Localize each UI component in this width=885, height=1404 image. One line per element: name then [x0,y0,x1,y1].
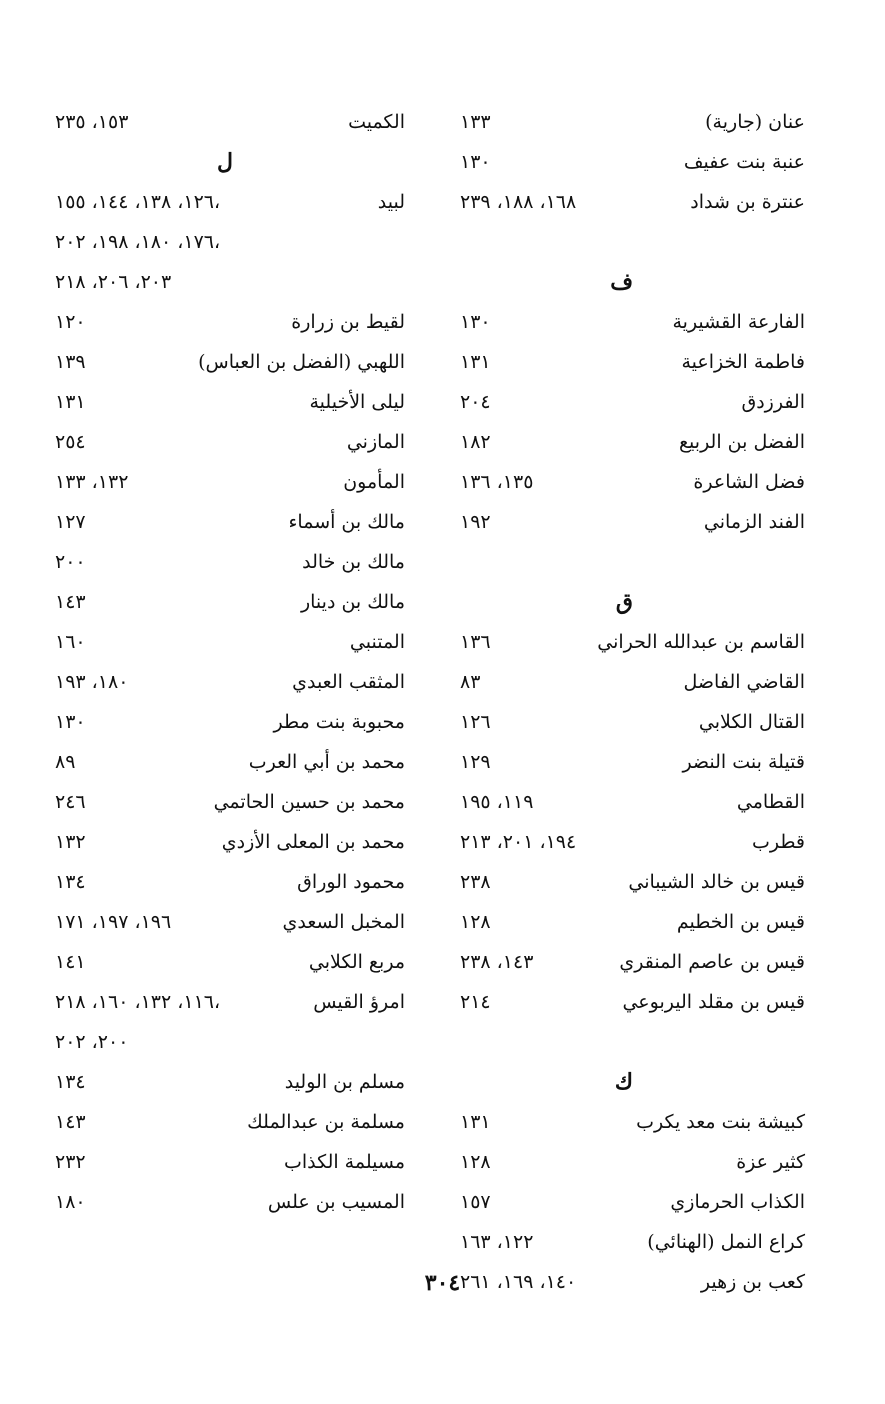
index-entry [460,902,805,942]
entry-name: محمد بن المعلى الأزدي [221,831,405,853]
entry-pages: ٨٩ [55,751,76,773]
section-letter [460,582,805,622]
index-entry [460,622,805,662]
entry-name: محمود الوراق [297,871,405,893]
index-entry [55,702,405,742]
index-entry [55,982,405,1022]
section-letter-label: ل [217,149,233,175]
entry-pages: ١٣١ [55,391,86,413]
entry-pages: ١٣١ [460,1111,491,1133]
entry-name: كثير عزة [736,1151,805,1173]
entry-name: اللهبي (الفضل بن العباس) [198,351,405,373]
entry-pages: ٢٠٣، ٢٠٦، ٢١٨ [55,271,172,293]
entry-pages: ١٨٠، ١٩٣ [55,671,129,693]
entry-name: المسيب بن علس [267,1191,405,1213]
index-entry [55,1182,405,1222]
entry-name: قتيلة بنت النضر [682,751,805,773]
index-entry [460,502,805,542]
entry-pages: ١٣٠ [55,711,86,733]
entry-pages: ١٣٤ [55,871,86,893]
entry-pages: ٢٠٠، ٢٠٢ [55,1031,129,1053]
index-entry [55,222,405,262]
index-entry [460,382,805,422]
entry-pages: ١٣٥، ١٣٦ [460,471,534,493]
entry-pages: ١٩٢ [460,511,491,533]
entry-pages: ١٢٠ [55,311,86,333]
entry-name: الفرزدق [741,391,805,413]
index-entry [55,542,405,582]
entry-pages: ١١٦، ١٣٢، ١٦٠، ٢١٨، [55,991,221,1013]
index-entry [460,422,805,462]
index-entry [55,1062,405,1102]
entry-pages: ١٩٦، ١٩٧، ١٧١ [55,911,172,933]
index-entry [460,942,805,982]
entry-name: محمد بن أبي العرب [248,751,405,773]
index-entry [55,622,405,662]
index-entry [460,1102,805,1142]
entry-name: القاضي الفاضل [683,671,805,693]
entry-pages: ١٨٢ [460,431,491,453]
index-column-right [460,102,805,1302]
entry-pages: ١٢٢، ١٦٣ [460,1231,534,1253]
index-entry [460,862,805,902]
entry-name: المأمون [343,471,405,493]
entry-name: محمد بن حسين الحاتمي [213,791,405,813]
entry-name: كراع النمل (الهنائي) [647,1231,805,1253]
index-entry [460,1222,805,1262]
section-letter-label: ف [610,269,633,295]
entry-pages: ١٣٦ [460,631,491,653]
section-letter-label: ك [614,1069,633,1095]
index-entry [460,982,805,1022]
entry-pages: ١٤٠، ١٦٩، ٢٦١ [460,1271,577,1293]
index-entry [55,822,405,862]
entry-name: قيس بن الخطيم [676,911,805,933]
section-letter-label: ق [615,589,633,615]
entry-pages: ٢٣٨ [460,871,491,893]
entry-name: ليلى الأخيلية [309,391,405,413]
spacer [460,222,805,262]
entry-pages: ١٢٩ [460,751,491,773]
entry-pages: ١٣٠ [460,311,491,333]
entry-pages: ١٣٤ [55,1071,86,1093]
entry-name: فاطمة الخزاعية [681,351,805,373]
index-entry [55,1022,405,1062]
entry-name: مربع الكلابي [308,951,405,973]
entry-name: القتال الكلابي [698,711,805,733]
index-entry [460,1182,805,1222]
index-entry [460,742,805,782]
entry-name: مالك بن أسماء [288,511,405,533]
entry-name: عنان (جارية) [705,111,805,133]
section-letter [55,142,405,182]
entry-name: محبوبة بنت مطر [273,711,405,733]
entry-pages: ١٢٨ [460,1151,491,1173]
index-entry [460,342,805,382]
entry-name: المثقب العبدي [292,671,405,693]
entry-pages: ١٥٣، ٢٣٥ [55,111,129,133]
index-entry [55,1142,405,1182]
entry-pages: ١٤١ [55,951,86,973]
entry-name: المازني [346,431,405,453]
entry-name: كعب بن زهير [700,1271,805,1293]
entry-name: قيس بن خالد الشيباني [628,871,805,893]
entry-pages: ١٢٦، ١٣٨، ١٤٤، ١٥٥، [55,191,221,213]
spacer [460,542,805,582]
section-letter [460,262,805,302]
entry-pages: ١٣١ [460,351,491,373]
entry-pages: ١٣٩ [55,351,86,373]
index-entry [55,502,405,542]
entry-pages: ١١٩، ١٩٥ [460,791,534,813]
index-column-left [55,102,405,1222]
entry-name: الفارعة القشيرية [672,311,805,333]
entry-name: قيس بن عاصم المنقري [619,951,805,973]
index-entry [460,1142,805,1182]
entry-name: كبيشة بنت معد يكرب [636,1111,805,1133]
index-entry [55,302,405,342]
entry-pages: ١٦٨، ١٨٨، ٢٣٩ [460,191,577,213]
entry-pages: ١٤٣، ٢٣٨ [460,951,534,973]
entry-pages: ٨٣ [460,671,481,693]
entry-name: مسلمة بن عبدالملك [247,1111,405,1133]
entry-pages: ١٣٢ [55,831,86,853]
entry-pages: ٢١٤ [460,991,491,1013]
entry-pages: ١٥٧ [460,1191,491,1213]
section-letter [460,1062,805,1102]
entry-name: عنترة بن شداد [690,191,805,213]
entry-name: الفند الزماني [703,511,805,533]
entry-pages: ٢٣٢ [55,1151,86,1173]
index-entry [55,782,405,822]
entry-pages: ١٤٣ [55,1111,86,1133]
entry-name: القطامي [736,791,805,813]
entry-name: قطرب [751,831,805,853]
index-entry [55,462,405,502]
index-entry [460,302,805,342]
entry-name: المتنبي [349,631,405,653]
entry-pages: ١٣٣ [460,111,491,133]
entry-pages: ٢٠٠ [55,551,86,573]
index-entry [55,902,405,942]
entry-name: الكذاب الحرمازي [670,1191,805,1213]
entry-name: مالك بن خالد [302,551,405,573]
entry-pages: ١٣٠ [460,151,491,173]
entry-pages: ٢٠٤ [460,391,491,413]
entry-pages: ١٤٣ [55,591,86,613]
page-number: ٣٠٤ [424,1270,461,1296]
index-entry [55,182,405,222]
entry-pages: ١٢٨ [460,911,491,933]
index-entry [55,342,405,382]
spacer [460,1022,805,1062]
entry-name: امرؤ القيس [313,991,405,1013]
index-entry [55,262,405,302]
index-entry [460,702,805,742]
index-entry [55,662,405,702]
index-entry [55,1102,405,1142]
entry-name: المخبل السعدي [282,911,405,933]
index-entry [55,422,405,462]
index-entry [55,582,405,622]
entry-name: مالك بن دينار [300,591,405,613]
index-entry [55,862,405,902]
index-entry [460,102,805,142]
entry-pages: ١٨٠ [55,1191,86,1213]
index-entry [460,662,805,702]
entry-pages: ٢٤٦ [55,791,86,813]
index-entry [460,142,805,182]
entry-pages: ١٩٤، ٢٠١، ٢١٣ [460,831,577,853]
index-entry [55,382,405,422]
entry-pages: ١٢٧ [55,511,86,533]
entry-name: القاسم بن عبدالله الحراني [597,631,805,653]
entry-pages: ١٢٦ [460,711,491,733]
index-entry [460,822,805,862]
index-entry [55,742,405,782]
index-entry [55,102,405,142]
entry-name: الكميت [348,111,405,133]
index-entry [55,942,405,982]
entry-name: مسيلمة الكذاب [283,1151,405,1173]
entry-name: فضل الشاعرة [693,471,805,493]
entry-name: مسلم بن الوليد [284,1071,405,1093]
entry-name: لبيد [377,191,405,213]
index-entry [460,182,805,222]
entry-pages: ١٦٠ [55,631,86,653]
index-entry [460,462,805,502]
entry-pages: ١٧٦، ١٨٠، ١٩٨، ٢٠٢، [55,231,221,253]
entry-name: قيس بن مقلد اليربوعي [622,991,805,1013]
index-entry [460,782,805,822]
entry-pages: ٢٥٤ [55,431,86,453]
entry-name: لقيط بن زرارة [291,311,405,333]
entry-pages: ١٣٢، ١٣٣ [55,471,129,493]
entry-name: الفضل بن الربيع [678,431,805,453]
entry-name: عنبة بنت عفيف [683,151,805,173]
